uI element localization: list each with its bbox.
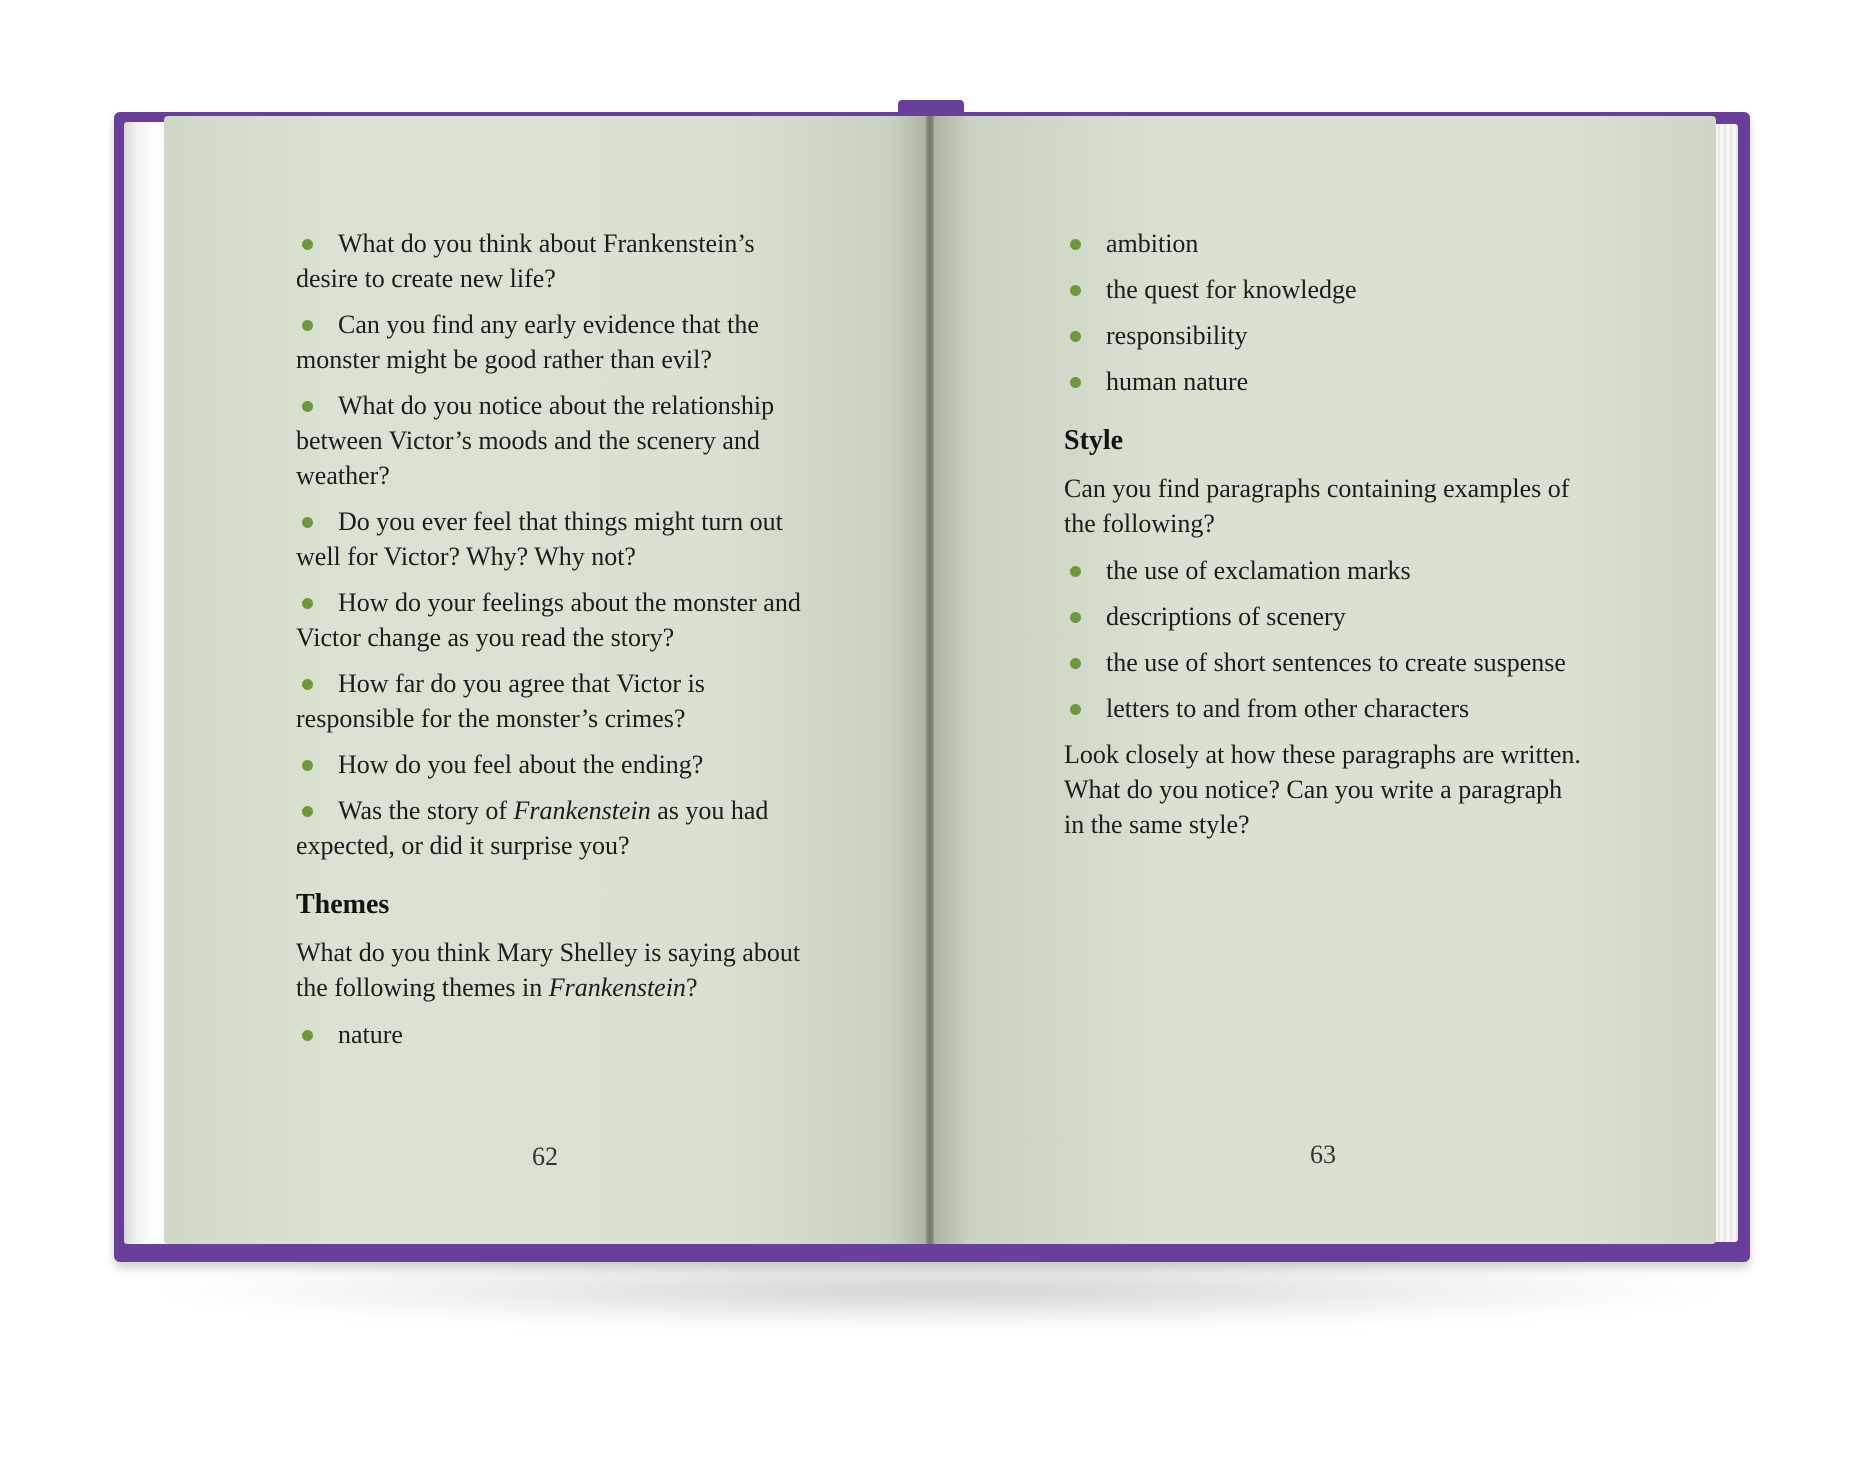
list-item: the use of short sentences to create suspense (1064, 645, 1584, 680)
list-item: Can you find any early evidence that the monster might be good rather than evil? (296, 310, 759, 374)
bullet-icon (1070, 704, 1081, 715)
bullet-icon (1070, 331, 1081, 342)
bullet-icon (1070, 285, 1081, 296)
list-item: the quest for knowledge (1064, 272, 1584, 307)
list-item: nature (296, 1017, 816, 1052)
bullet-icon (1070, 566, 1081, 577)
list-item: letters to and from other characters (1064, 691, 1584, 726)
style-intro: Can you find paragraphs containing examples of the following? (1064, 474, 1570, 538)
list-item: Do you ever feel that things might turn out well for Victor? Why? Why not? (296, 507, 783, 571)
book-gutter (926, 116, 934, 1244)
list-item: What do you notice about the relationship between Victor’s moods and the scenery and weather? (296, 391, 775, 490)
page-number: 63 (1310, 1140, 1336, 1169)
bullet-icon (302, 806, 313, 817)
list-item: How do you feel about the ending? (296, 747, 816, 782)
closing-paragraph: Look closely at how these paragraphs are written. What do you notice? Can you write a paragraph in the same style? (1064, 740, 1581, 839)
bullet-icon (1070, 239, 1081, 250)
list-item: the use of exclamation marks (1064, 553, 1584, 588)
list-item: ambition (1064, 226, 1584, 261)
bullet-icon (302, 517, 313, 528)
themes-intro: What do you think Mary Shelley is saying about the following themes in Frankenstein? (296, 938, 801, 1002)
bullet-icon (1070, 658, 1081, 669)
list-item: How far do you agree that Victor is responsible for the monster’s crimes? (296, 669, 705, 733)
themes-heading: Themes (296, 889, 390, 920)
list-item: responsibility (1064, 318, 1584, 353)
bullet-icon (302, 598, 313, 609)
bullet-icon (302, 401, 313, 412)
style-heading: Style (1064, 425, 1124, 456)
book-title: Frankenstein (513, 796, 651, 825)
list-item: What do you think about Frankenstein’s desire to create new life? (296, 229, 755, 293)
bullet-icon (1070, 612, 1081, 623)
list-item: human nature (1064, 364, 1584, 399)
bullet-icon (302, 760, 313, 771)
list-item: descriptions of scenery (1064, 599, 1584, 634)
book-title: Frankenstein (548, 973, 686, 1002)
page-number: 62 (532, 1142, 558, 1171)
list-item: How do your feelings about the monster and Victor change as you read the story? (296, 588, 801, 652)
bullet-icon (1070, 377, 1081, 388)
bullet-icon (302, 1030, 313, 1041)
bullet-icon (302, 239, 313, 250)
list-item: Was the story of Frankenstein as you had expected, or did it surprise you? (296, 796, 769, 860)
book-shadow (160, 1250, 1720, 1330)
bullet-icon (302, 679, 313, 690)
left-page-text (296, 226, 816, 1063)
right-page-text (1064, 226, 1584, 854)
bullet-icon (302, 320, 313, 331)
